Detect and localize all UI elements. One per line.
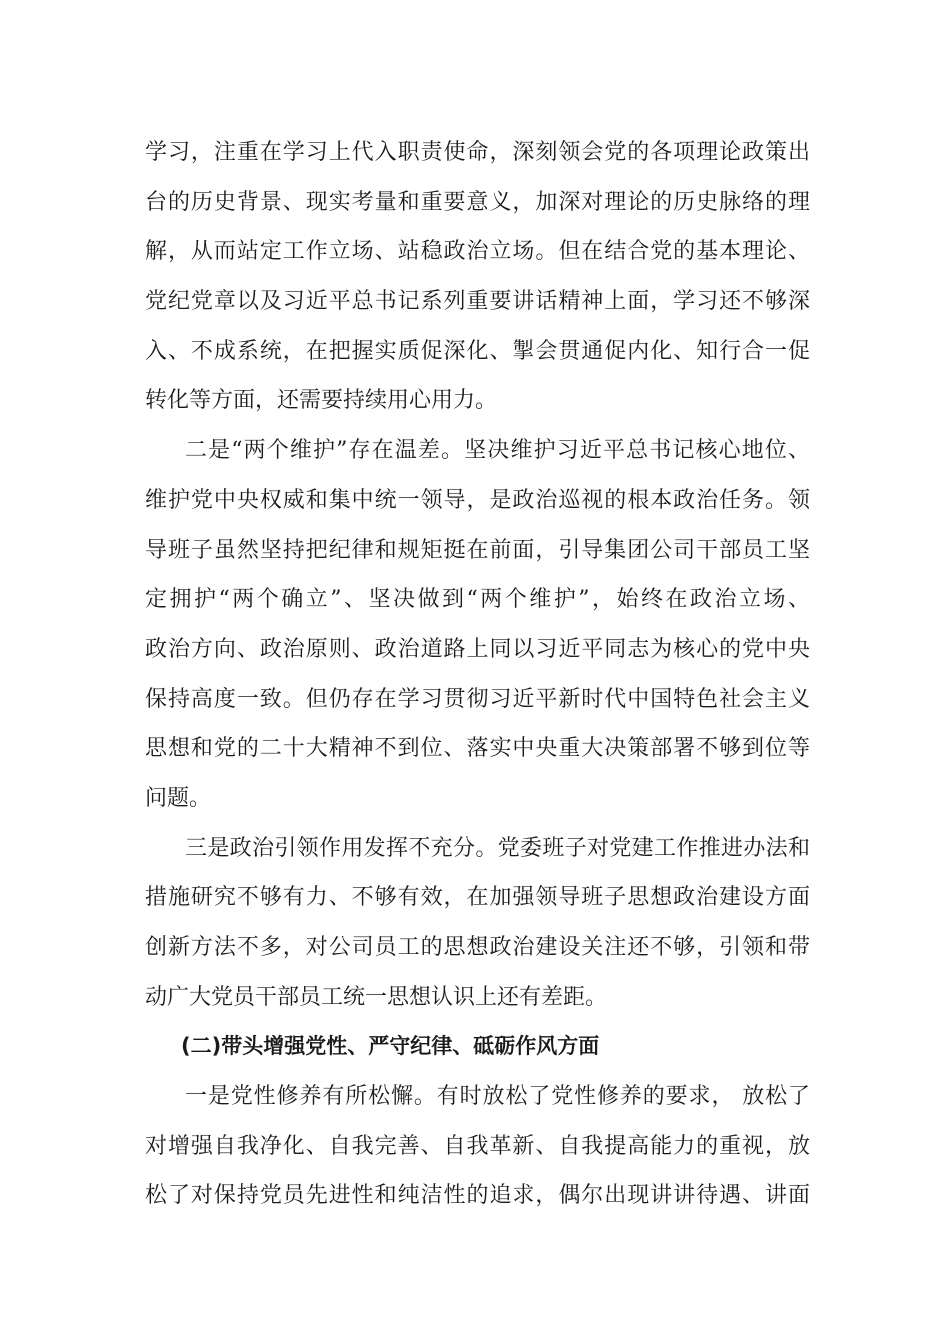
paragraph-line: 维护党中央权威和集中统一领导，是政治巡视的根本政治任务。领 bbox=[145, 487, 810, 513]
paragraph-line: 松了对保持党员先进性和纯洁性的追求，偶尔出现讲讲待遇、讲面 bbox=[145, 1183, 810, 1209]
paragraph-first-line: 二是“两个维护”存在温差。坚决维护习近平总书记核心地位、 bbox=[185, 438, 810, 464]
paragraph-line: 动广大党员干部员工统一思想认识上还有差距。 bbox=[145, 984, 608, 1010]
paragraph-line: 措施研究不够有力、不够有效，在加强领导班子思想政治建设方面 bbox=[145, 885, 810, 911]
paragraph-line: 定拥护“两个确立”、坚决做到“两个维护”，始终在政治立场、 bbox=[145, 587, 810, 613]
paragraph-line: 保持高度一致。但仍存在学习贯彻习近平新时代中国特色社会主义 bbox=[145, 686, 810, 712]
paragraph-line: 问题。 bbox=[145, 785, 212, 811]
document-body bbox=[145, 128, 810, 1221]
paragraph-line: 台的历史背景、现实考量和重要意义，加深对理论的历史脉络的理 bbox=[145, 189, 810, 215]
paragraph-line: 对增强自我净化、自我完善、自我革新、自我提高能力的重视，放 bbox=[145, 1133, 810, 1159]
paragraph-line: 导班子虽然坚持把纪律和规矩挺在前面，引导集团公司干部员工坚 bbox=[145, 537, 810, 563]
paragraph-line: 思想和党的二十大精神不到位、落实中央重大决策部署不够到位等 bbox=[145, 736, 810, 762]
paragraph-line: 政治方向、政治原则、政治道路上同以习近平同志为核心的党中央 bbox=[145, 636, 810, 662]
paragraph-line: 入、不成系统，在把握实质促深化、掣会贯通促内化、知行合一促 bbox=[145, 338, 810, 364]
paragraph-first-line: 一是党性修养有所松懈。有时放松了党性修养的要求， 放松了 bbox=[185, 1084, 810, 1110]
paragraph-line: 转化等方面，还需要持续用心用力。 bbox=[145, 388, 498, 414]
paragraph-line: 解，从而站定工作立场、站稳政治立场。但在结合党的基本理论、 bbox=[145, 239, 810, 265]
paragraph-line: 创新方法不多，对公司员工的思想政治建设关注还不够，引领和带 bbox=[145, 935, 810, 960]
paragraph-line: 党纪党章以及习近平总书记系列重要讲话精神上面，学习还不够深 bbox=[145, 289, 810, 315]
paragraph-line: 学习，注重在学习上代入职责使命，深刻领会党的各项理论政策出 bbox=[145, 140, 810, 165]
paragraph-first-line: 三是政治引领作用发挥不充分。党委班子对党建工作推进办法和 bbox=[185, 835, 810, 861]
section-heading: (二)带头增强党性、严守纪律、砥砺作风方面 bbox=[181, 1034, 600, 1059]
